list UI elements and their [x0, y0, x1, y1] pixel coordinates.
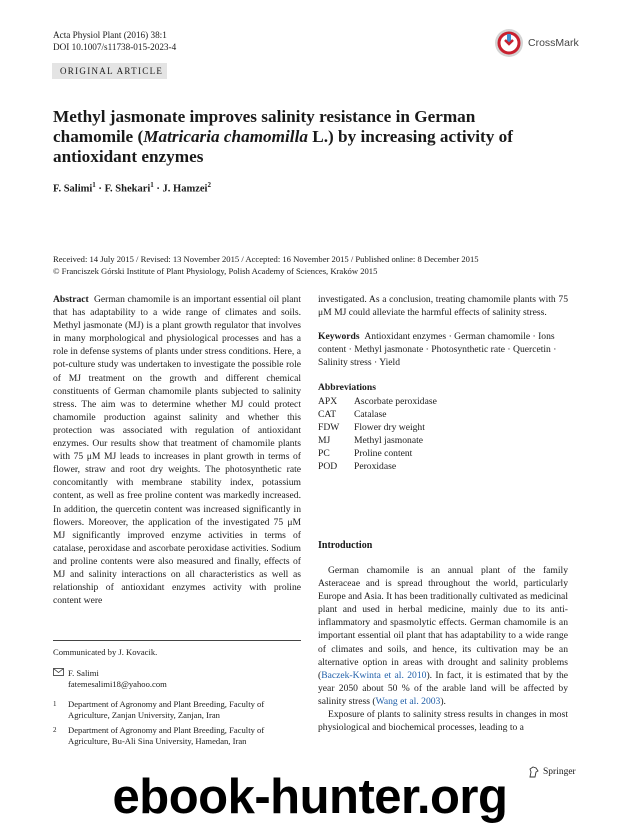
affiliation [53, 699, 301, 721]
author-separator: · [153, 183, 163, 195]
intro-paragraph-1 [318, 564, 568, 708]
abbreviation-definition: Proline content [354, 447, 413, 459]
author-separator: · [95, 183, 105, 195]
affiliation-text: Department of Agronomy and Plant Breeding, Faculty of Agriculture, Zanjan University, Zanjan, Iran [68, 699, 265, 720]
abbreviation-definition: Peroxidase [354, 461, 397, 473]
abbreviations-table [318, 395, 437, 474]
abbreviation-row [318, 408, 437, 421]
abbreviation-row [318, 447, 437, 460]
keywords-block [318, 330, 568, 369]
abbreviation-key: PC [318, 447, 330, 459]
abbreviation-key: MJ [318, 434, 331, 446]
author-name[interactable]: F. Shekari [104, 183, 151, 195]
introduction-heading: Introduction [318, 540, 373, 551]
doi[interactable]: DOI 10.1007/s11738-015-2023-4 [53, 42, 177, 52]
article-title [53, 107, 523, 167]
corresponding-name: F. Salimi [68, 668, 99, 678]
abstract-text: German chamomile is an important essential oil plant that has adaptability to a wide range of climates and soils. Methyl jasmonate (MJ) is a plant growth regulator that involves in many morphological and physiological processes and has a role in defense systems of plants under stress conditions. Here, a pot-culture study was undertaken to investigate the possible role of MJ treatment on the growth and different chemical constituents of German chamomile plants subjected to salinity stress. The aim was to determine whether MJ could protect chamomile production against salinity and whether this protection was associated with regulation of antioxidant enzymes. Our results show that treatment of chamomile plants with 75 μM MJ leads to increases in plant growth in terms of flower, straw and root dry weights. The photosynthetic rate concomitantly with membrane stability index, potassium content, as well as free proline content was markedly increased. In addition, the quercetin content was increased significantly in flowers. Moreover, the application of the investigated 75 μM MJ significantly improved enzyme activities in terms of catalase, peroxidase and ascorbate peroxidase activities. Sodium and proline contents were also measured and finally, effects of MJ and salinity interactions on all characteristics as well as relationship of antioxidant enzymes activity with proline content were [53, 294, 301, 607]
publisher-name: Springer [543, 767, 576, 777]
communicated-by: Communicated by J. Kovacik. [53, 647, 158, 657]
affiliation [53, 725, 301, 747]
keywords-text: Antioxidant enzymes · German chamomile · Ions content · Methyl jasmonate · Photosynthetic rate · Quercetin · Salinity stress · Yield [318, 331, 557, 369]
abbreviation-definition: Catalase [354, 408, 387, 420]
footnotes [53, 647, 301, 747]
author-affiliation-mark: 1 [92, 181, 96, 189]
intro-paragraph-2: Exposure of plants to salinity stress results in changes in most physiological and biochemical processes, leading to a [318, 709, 568, 734]
title-part-1: Methyl jasmonate improves salinity resistance in German chamomile ( [53, 107, 476, 146]
title-part-2: L.) by increasing activity of antioxidant enzymes [53, 127, 513, 166]
affiliation-mark: 1 [53, 700, 57, 708]
envelope-icon [53, 668, 68, 690]
citation-link[interactable]: Baczek-Kwinta et al. 2010 [321, 669, 427, 681]
introduction-body [318, 564, 568, 734]
crossmark-label: CrossMark [528, 37, 579, 49]
intro-text: ). [440, 695, 446, 707]
abstract-continuation: investigated. As a conclusion, treating chamomile plants with 75 μM MJ could alleviate the harmful effects of salinity stress. [318, 294, 568, 319]
right-column [318, 293, 568, 473]
copyright-line: © Franciszek Górski Institute of Plant Physiology, Polish Academy of Sciences, Kraków 2015 [53, 266, 378, 276]
journal-header [53, 29, 176, 53]
article-type-banner: ORIGINAL ARTICLE [52, 63, 167, 79]
corresponding-email[interactable]: fatemesalimi18@yahoo.com [68, 679, 167, 689]
abbreviation-definition: Flower dry weight [354, 421, 425, 433]
crossmark-icon [494, 28, 524, 58]
author-list [53, 181, 211, 195]
abbreviation-definition: Ascorbate peroxidase [354, 395, 437, 407]
affiliation-mark: 2 [53, 726, 57, 734]
corresponding-author [53, 668, 301, 690]
abstract-label: Abstract [53, 294, 89, 305]
crossmark-badge[interactable] [494, 28, 579, 58]
abbreviation-row [318, 434, 437, 447]
abbreviation-key: APX [318, 395, 338, 407]
author-affiliation-mark: 2 [207, 181, 211, 189]
abbreviation-key: FDW [318, 421, 340, 433]
intro-text: ). In fact, it is estimated that by the year 2050 about 50 % of the arable land will be affected by salinity stress ( [318, 669, 568, 707]
publication-history [53, 253, 573, 277]
watermark: ebook-hunter.org [112, 770, 508, 824]
author-affiliation-mark: 1 [150, 181, 154, 189]
abbreviation-key: CAT [318, 408, 337, 420]
abbreviation-definition: Methyl jasmonate [354, 434, 424, 446]
intro-text: German chamomile is an annual plant of the family Asteraceae and is spread throughout the world, particularly Europe and Asia. It has been traditionally cultivated as medicinal plant and used in herbal medicine, mainly due to its anti-inflammatory and spasmolytic effects. German chamomile is an important essential oil plant that has adaptability to a wide range of climates and soils, and hence, its cultivation may be an alternative option in areas with drought and salinity problems ( [318, 565, 568, 681]
date-history: Received: 14 July 2015 / Revised: 13 November 2015 / Accepted: 16 November 2015 / Published online: 8 December 2015 [53, 254, 479, 264]
abbreviation-row [318, 460, 437, 473]
affiliation-text: Department of Agronomy and Plant Breeding, Faculty of Agriculture, Bu-Ali Sina University, Hamedan, Iran [68, 725, 265, 746]
abbreviations-heading: Abbreviations [318, 382, 376, 394]
title-species: Matricaria chamomilla [143, 127, 308, 146]
journal-citation: Acta Physiol Plant (2016) 38:1 [53, 30, 167, 40]
abbreviation-row [318, 395, 437, 408]
keywords-label: Keywords [318, 331, 360, 343]
abbreviation-row [318, 421, 437, 434]
author-name[interactable]: J. Hamzei [162, 183, 208, 195]
author-name[interactable]: F. Salimi [53, 183, 93, 195]
citation-link[interactable]: Wang et al. 2003 [375, 695, 441, 707]
footnote-divider [53, 640, 301, 641]
abstract-section [53, 293, 301, 607]
abbreviation-key: POD [318, 461, 338, 473]
